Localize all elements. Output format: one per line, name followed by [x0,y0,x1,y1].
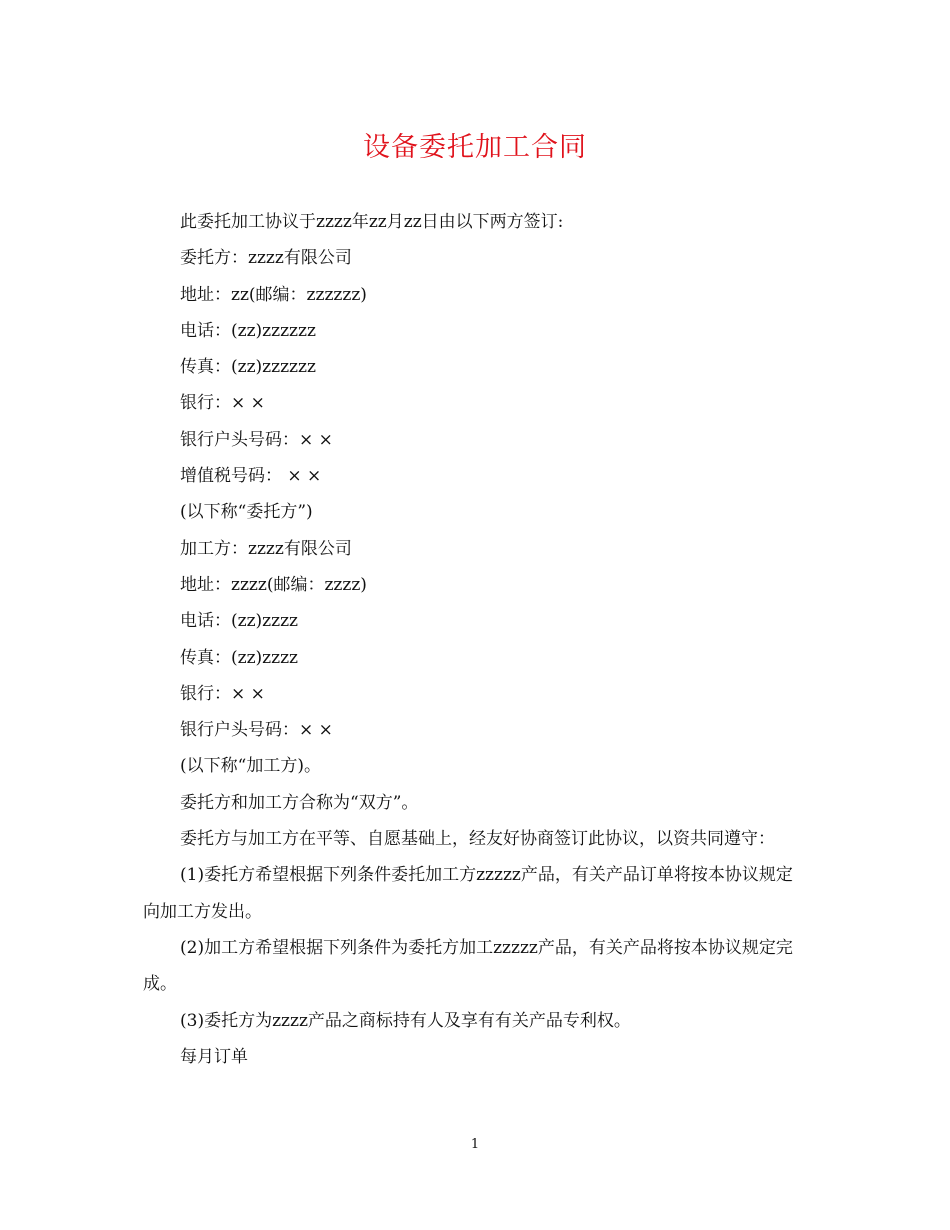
entrusting-party-bank: 银行：× × [180,393,265,414]
clause-3-paragraph: (3)委托方为zzzz产品之商标持有人及享有有关产品专利权。 [180,1010,631,1031]
entrusting-party-phone: 电话：(zz)zzzzzz [180,320,316,341]
intro-line: 此委托加工协议于zzzz年zz月zz日由以下两方签订: [180,212,564,232]
processing-party-designation: (以下称“加工方)。 [180,756,321,777]
clause-1-paragraph: (1)委托方希望根据下列条件委托加工方zzzzz产品，有关产品订单将按本协议规定向加工方发出。 [143,865,793,922]
parties-collective-name: 委托方和加工方合称为“双方”。 [180,792,419,813]
processing-party-address: 地址：zzzz(邮编：zzzz) [180,574,367,595]
entrusting-party-bank-account: 银行户头号码：× × [180,429,333,450]
processing-party-bank-account: 银行户头号码：× × [180,720,333,741]
agreement-preamble-paragraph: 委托方与加工方在平等、自愿基础上，经友好协商签订此协议，以资共同遵守： [180,829,775,850]
page-number: 1 [470,1137,480,1152]
entrusting-party-name: 委托方：zzzz有限公司 [180,248,352,269]
monthly-order-heading: 每月订单 [180,1046,248,1067]
entrusting-party-vat-number: 增值税号码： × × [180,466,322,487]
clause-2-paragraph: (2)加工方希望根据下列条件为委托方加工zzzzz产品，有关产品将按本协议规定完成。 [143,937,793,995]
processing-party-bank: 银行：× × [180,683,265,704]
entrusting-party-fax: 传真：(zz)zzzzzz [180,357,316,378]
document-title: 设备委托加工合同 [363,132,587,163]
entrusting-party-designation: (以下称“委托方”) [180,502,313,523]
processing-party-phone: 电话：(zz)zzzz [180,611,299,632]
processing-party-name: 加工方：zzzz有限公司 [180,538,352,559]
document-body [143,204,807,1075]
entrusting-party-address: 地址：zz(邮编：zzzzzz) [180,284,367,305]
processing-party-fax: 传真：(zz)zzzz [180,647,299,668]
